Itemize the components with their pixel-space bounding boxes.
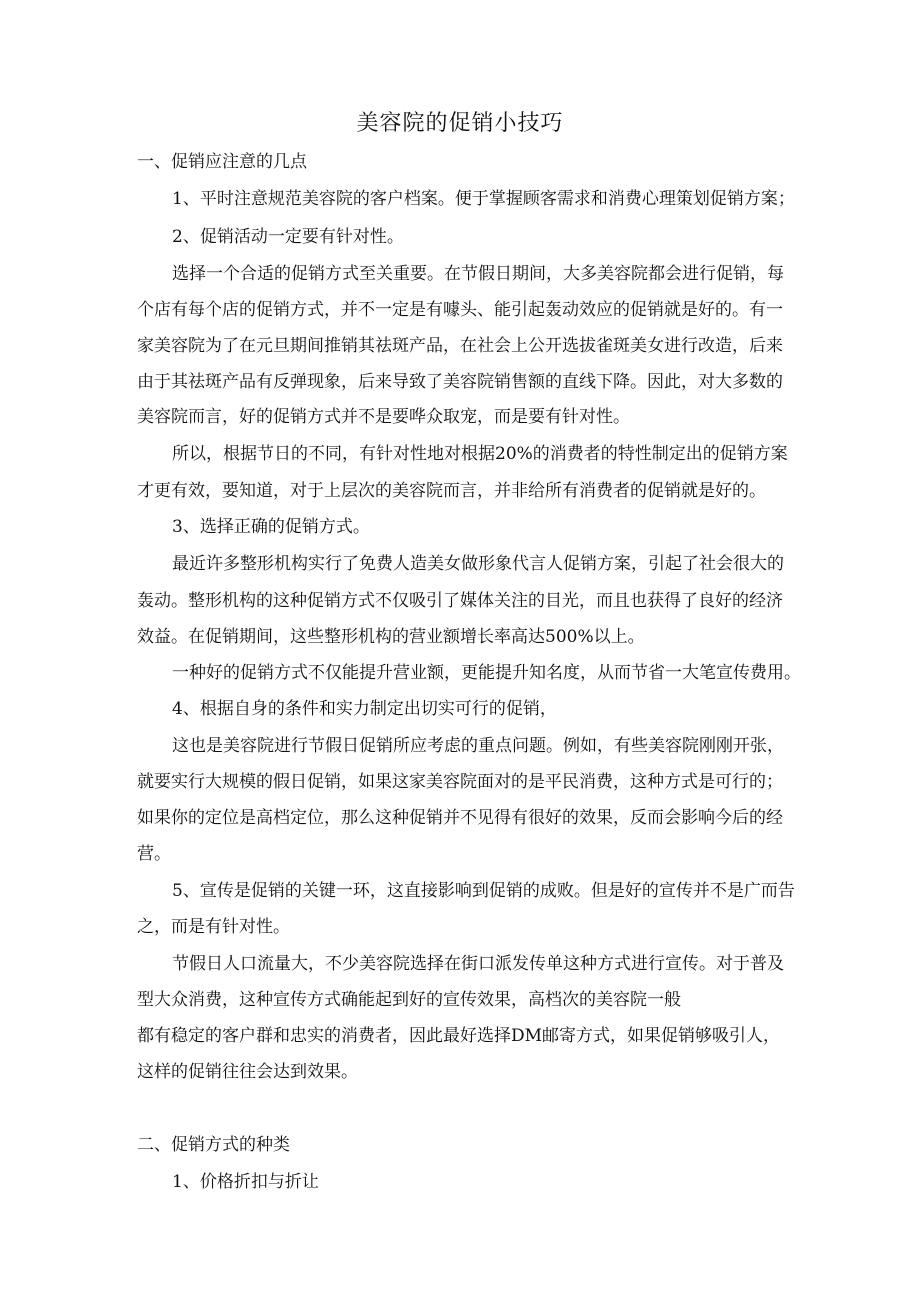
list-item: 3、选择正确的促销方式。 xyxy=(172,517,370,537)
paragraph-line: 就要实行大规模的假日促销，如果这家美容院面对的是平民消费，这种方式是可行的； xyxy=(137,772,783,792)
list-item: 之，而是有针对性。 xyxy=(137,917,290,937)
paragraph-line: 最近许多整形机构实行了免费人造美女做形象代言人促销方案，引起了社会很大的 xyxy=(172,554,784,574)
paragraph-line: 美容院而言，好的促销方式并不是要哗众取宠，而是要有针对性。 xyxy=(137,407,630,427)
list-item: 1、平时注意规范美容院的客户档案。便于掌握顾客需求和消费心理策划促销方案； xyxy=(172,189,795,209)
paragraph-line: 选择一个合适的促销方式至关重要。在节假日期间，大多美容院都会进行促销，每 xyxy=(172,264,784,284)
paragraph-line: 才更有效，要知道，对于上层次的美容院而言，并非给所有消费者的促销就是好的。 xyxy=(137,481,766,501)
paragraph-line: 营。 xyxy=(137,844,171,864)
paragraph-line: 都有稳定的客户群和忠实的消费者，因此最好选择DM邮寄方式，如果促销够吸引人， xyxy=(137,1026,781,1046)
paragraph-line: 所以，根据节日的不同，有针对性地对根据20%的消费者的特性制定出的促销方案 xyxy=(172,444,788,464)
paragraph-line: 效益。在促销期间，这些整形机构的营业额增长率高达500%以上。 xyxy=(137,627,645,647)
paragraph-line: 这样的促销往往会达到效果。 xyxy=(137,1062,358,1082)
paragraph-line: 型大众消费，这种宣传方式确能起到好的宣传效果，高档次的美容院一般 xyxy=(137,990,681,1010)
section-heading: 二、促销方式的种类 xyxy=(137,1135,290,1155)
paragraph-line: 家美容院为了在元旦期间推销其祛斑产品，在社会上公开选拔雀斑美女进行改造，后来 xyxy=(137,336,783,356)
list-item: 2、促销活动一定要有针对性。 xyxy=(172,227,404,247)
paragraph-line: 个店有每个店的促销方式，并不一定是有噱头、能引起轰动效应的促销就是好的。有一 xyxy=(137,300,783,320)
section-heading: 一、促销应注意的几点 xyxy=(137,152,307,172)
list-item: 4、根据自身的条件和实力制定出切实可行的促销， xyxy=(172,699,557,719)
document-title: 美容院的促销小技巧 xyxy=(356,111,564,136)
paragraph-line: 节假日人口流量大，不少美容院选择在街口派发传单这种方式进行宣传。对于普及 xyxy=(172,954,784,974)
list-item: 5、宣传是促销的关键一环，这直接影响到促销的成败。但是好的宣传并不是广而告 xyxy=(172,881,795,901)
paragraph-line: 轰动。整形机构的这种促销方式不仅吸引了媒体关注的目光，而且也获得了良好的经济 xyxy=(137,591,783,611)
paragraph-line: 如果你的定位是高档定位，那么这种促销并不见得有很好的效果，反而会影响今后的经 xyxy=(137,808,783,828)
paragraph-line: 由于其祛斑产品有反弹现象，后来导致了美容院销售额的直线下降。因此，对大多数的 xyxy=(137,372,783,392)
paragraph-line: 一种好的促销方式不仅能提升营业额，更能提升知名度，从而节省一大笔宣传费用。 xyxy=(172,663,801,683)
paragraph-line: 这也是美容院进行节假日促销所应考虑的重点问题。例如，有些美容院刚刚开张， xyxy=(172,736,784,756)
list-item: 1、价格折扣与折让 xyxy=(172,1172,319,1192)
